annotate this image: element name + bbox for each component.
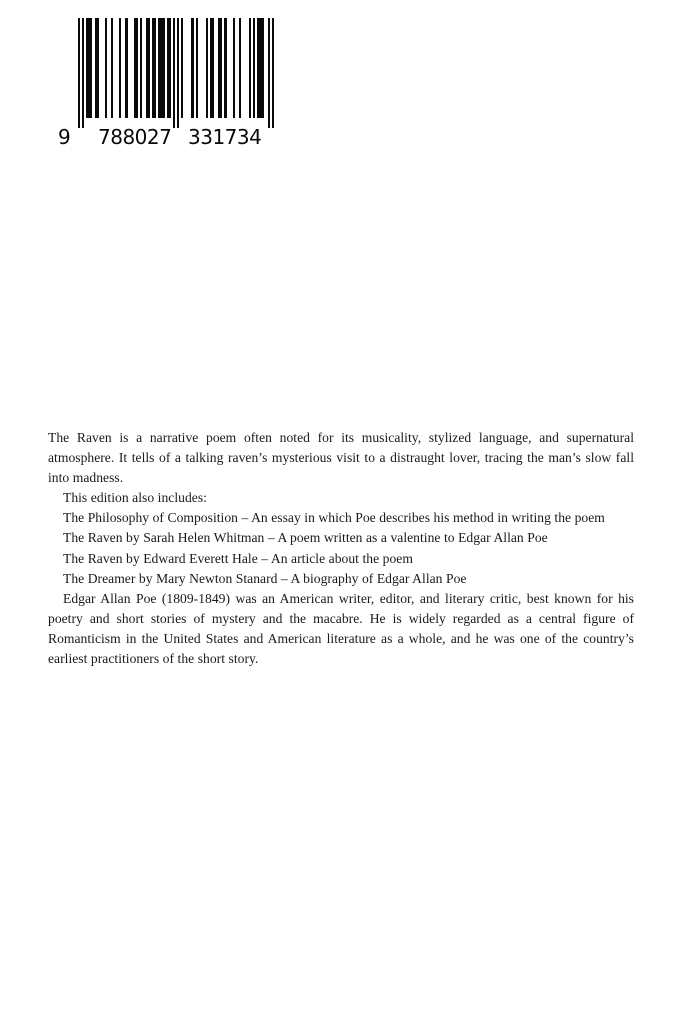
barcode-bars [78, 18, 274, 128]
barcode-guard-bar [78, 18, 80, 128]
barcode-bar [105, 18, 107, 118]
barcode-digit-group-left: 788027 [98, 125, 172, 149]
barcode-bar [191, 18, 193, 118]
barcode-bar [167, 18, 171, 118]
barcode-bar [86, 18, 92, 118]
barcode-bar [249, 18, 251, 118]
barcode-bar [253, 18, 255, 118]
barcode-bar [224, 18, 226, 118]
blurb-paragraph-author-bio: Edgar Allan Poe (1809-1849) was an American writer, editor, and literary critic, best known for his poetry and short stories of mystery and the macabre. He is widely regarded as a central figure of Romanticism in the United States and American literature as a whole, and he was one of the country’s earliest practitioners of the short story. [48, 590, 634, 667]
barcode-bar [152, 18, 156, 118]
blurb-paragraph-summary: The Raven is a narrative poem often noted for its musicality, stylized language, and supernatural atmosphere. It tells of a talking raven’s mysterious visit to a distraught lover, tracing the man’s slow fall into madness. [48, 430, 634, 486]
back-cover-blurb [48, 428, 634, 669]
barcode-guard-bar [177, 18, 179, 128]
barcode-bar [119, 18, 121, 118]
barcode-bar [140, 18, 142, 118]
barcode-digit-group-right: 331734 [188, 125, 262, 149]
barcode-block [58, 18, 274, 149]
barcode-digit-lead: 9 [58, 125, 71, 149]
barcode-bar [95, 18, 99, 118]
blurb-paragraph-contents-2: The Raven by Sarah Helen Whitman – A poem written as a valentine to Edgar Allan Poe [63, 530, 548, 546]
barcode-bar [257, 18, 263, 118]
barcode-bar [206, 18, 208, 118]
barcode-digits [58, 125, 274, 149]
blurb-paragraph-contents-4: The Dreamer by Mary Newton Stanard – A biography of Edgar Allan Poe [63, 570, 467, 586]
blurb-paragraph-includes-heading: This edition also includes: [63, 490, 207, 506]
barcode-bar [233, 18, 235, 118]
barcode-guard-bar [268, 18, 270, 128]
barcode-bar [158, 18, 164, 118]
barcode-bar [239, 18, 241, 118]
barcode-bar [146, 18, 150, 118]
barcode-guard-bar [82, 18, 84, 128]
blurb-paragraph-contents-3: The Raven by Edward Everett Hale – An article about the poem [63, 550, 413, 566]
barcode-bar [134, 18, 138, 118]
barcode-bar [210, 18, 214, 118]
barcode-bar [125, 18, 127, 118]
barcode-bar [181, 18, 183, 118]
barcode-bar [196, 18, 198, 118]
barcode-guard-bar [272, 18, 274, 128]
barcode-guard-bar [173, 18, 175, 128]
barcode-bar [111, 18, 113, 118]
blurb-paragraph-contents-1: The Philosophy of Composition – An essay in which Poe describes his method in writing the poem [63, 510, 605, 526]
barcode-bar [218, 18, 222, 118]
